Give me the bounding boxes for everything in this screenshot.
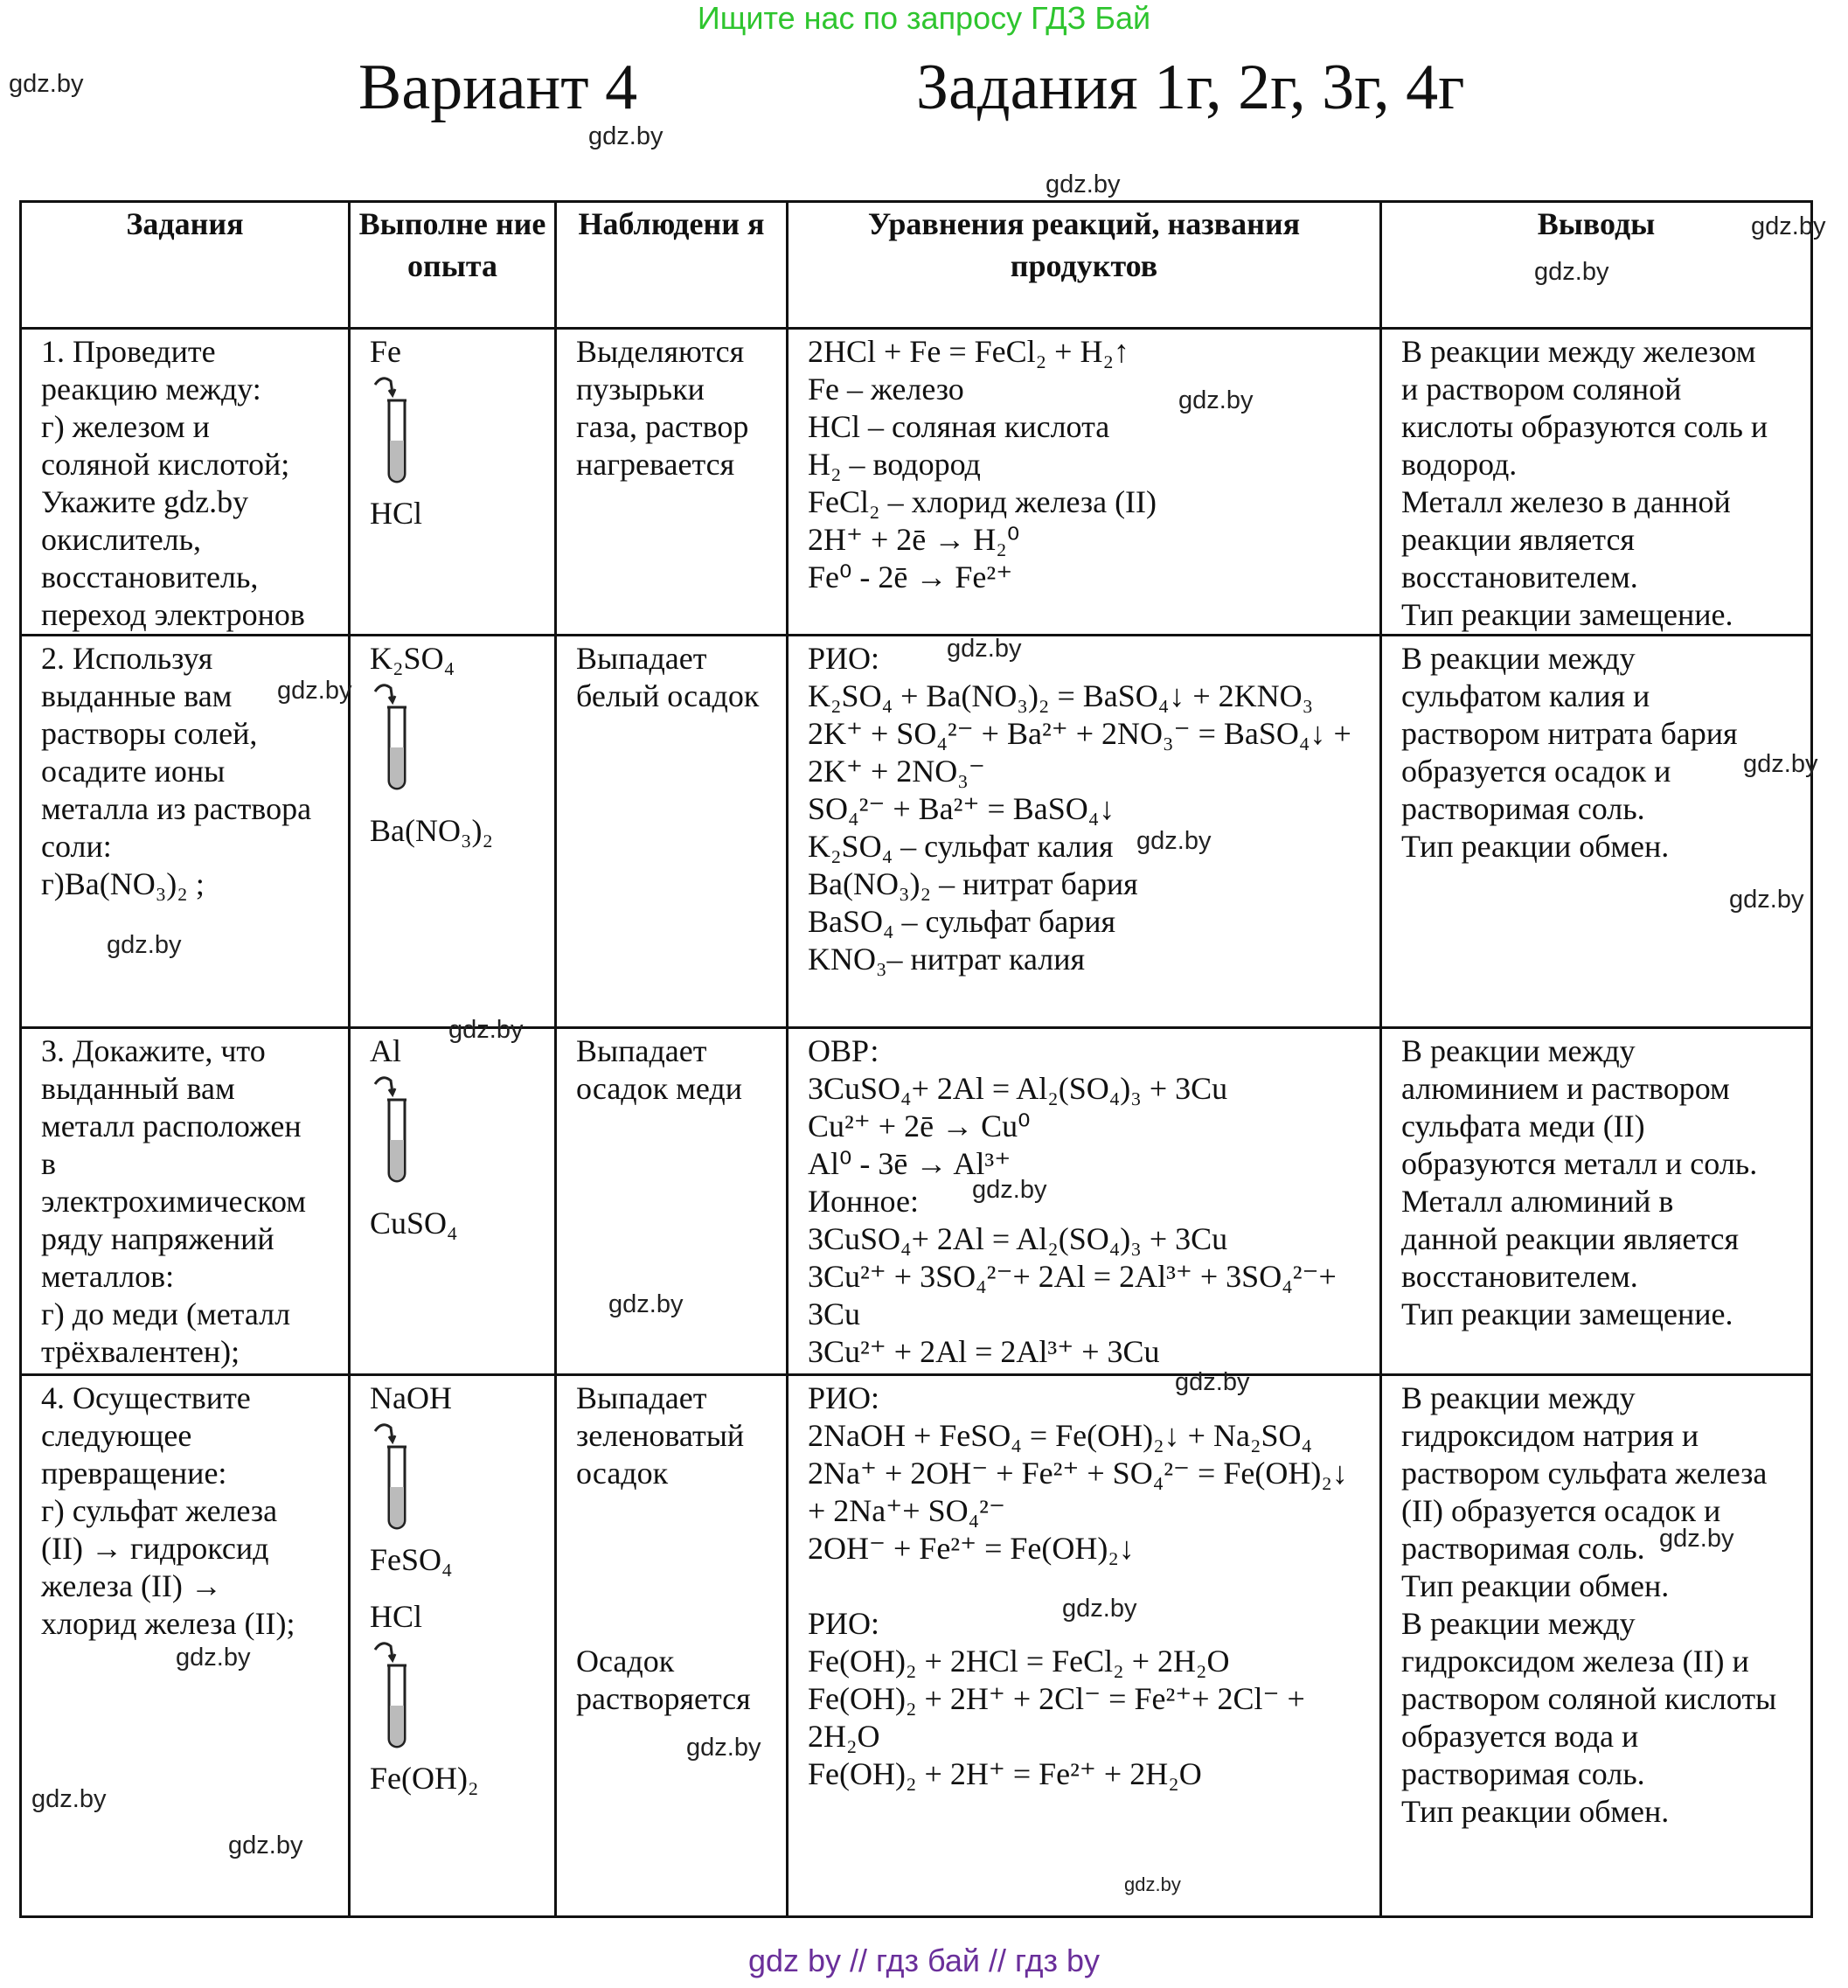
observation-cell (556, 636, 788, 1028)
observation-cell-line (576, 1605, 770, 1643)
watermark-text: gdz.by (686, 1734, 761, 1762)
test-tube-icon (370, 1421, 412, 1534)
watermark-text: gdz.by (1062, 1595, 1137, 1623)
variant-title: Вариант 4 (358, 52, 638, 123)
task-cell-line: 4. Осуществите (41, 1380, 251, 1415)
task-cell-line: г) железом и (41, 409, 210, 444)
task-cell-line: соляной кислотой; (41, 447, 290, 482)
task-cell-line: Укажите gdz.by (41, 484, 249, 519)
observation-cell-line: осадок (576, 1456, 669, 1491)
header-experiment: Выполне ние опыта (350, 202, 556, 329)
conclusion-cell-line: (II) образуется осадок и (1401, 1493, 1721, 1528)
observation-cell-line: белый осадок (576, 678, 760, 713)
watermark-text: gdz.by (1175, 1368, 1250, 1396)
task-cell-line: г) до меди (металл (41, 1296, 291, 1331)
observation-cell-line (576, 1492, 770, 1530)
header-conclusions: Выводы (1381, 202, 1812, 329)
watermark-text: gdz.by (947, 635, 1022, 663)
equations-cell-line: 2NaOH + FeSO₄ = Fe(OH)₂↓ + Na₂SO₄ (808, 1418, 1313, 1453)
test-tube-icon (370, 1639, 412, 1753)
bottom-banner: gdz by // гдз бай // гдз by (747, 1943, 1101, 1978)
equations-cell-line: KNO₃– нитрат калия (808, 942, 1086, 977)
conclusion-cell-line: растворимая соль. (1401, 1756, 1645, 1791)
task-cell-line: ряду напряжений (41, 1221, 274, 1256)
equations-cell-line: 2HCl + Fe = FeCl₂ + H₂↑ (808, 334, 1130, 369)
equations-cell-line: 2H₂O (808, 1719, 880, 1754)
equations-cell-line: 2K⁺ + 2NO₃⁻ (808, 754, 985, 789)
experiment-cell (350, 636, 556, 1028)
observation-cell-line: Выпадает (576, 1380, 707, 1415)
equations-cell-line: 3CuSO₄+ 2Al = Al₂(SO₄)₃ + 3Cu (808, 1071, 1228, 1106)
reagent-label: Fe (370, 334, 401, 369)
conclusion-cell-line: Тип реакции замещение. (1401, 597, 1733, 632)
test-tube-icon (370, 681, 412, 795)
conclusion-cell-line: восстановителем. (1401, 1259, 1638, 1294)
observation-cell (556, 1375, 788, 1917)
conclusion-cell-line: Металл алюминий в (1401, 1184, 1674, 1219)
task-cell-line: реакцию между: (41, 372, 261, 407)
conclusion-cell-line: сульфата меди (II) (1401, 1109, 1645, 1143)
task-cell-line: переход электронов (41, 597, 305, 632)
equations-cell (788, 329, 1381, 636)
lab-table (19, 200, 1813, 1918)
observation-cell-line: Осадок (576, 1644, 675, 1679)
observation-cell (556, 1028, 788, 1375)
equations-cell-line: 3Cu (808, 1296, 861, 1331)
equations-cell-line: РИО: (808, 641, 880, 676)
watermark-text: gdz.by (9, 70, 84, 98)
reagent-label: HCl (370, 496, 423, 531)
watermark-text: gdz.by (228, 1832, 303, 1859)
experiment-cell (350, 329, 556, 636)
conclusion-cell-line: данной реакции является (1401, 1221, 1740, 1256)
experiment-cell (350, 1028, 556, 1375)
task-cell-line: окислитель, (41, 522, 202, 557)
conclusion-cell-line: и раствором соляной (1401, 372, 1682, 407)
observation-cell-line: зеленоватый (576, 1418, 745, 1453)
conclusion-cell-line: образуется осадок и (1401, 754, 1671, 789)
equations-cell-line: + 2Na⁺+ SO₄²⁻ (808, 1493, 1005, 1528)
watermark-text: gdz.by (1743, 750, 1818, 778)
observation-cell (556, 329, 788, 636)
conclusion-cell-line: гидроксидом железа (II) и (1401, 1644, 1749, 1679)
equations-cell-line: 2OH⁻ + Fe²⁺ = Fe(OH)₂↓ (808, 1531, 1135, 1566)
conclusion-cell (1381, 1028, 1812, 1375)
watermark-text: gdz.by (1751, 212, 1826, 240)
task-cell-line: (II) → гидроксид (41, 1531, 269, 1566)
equations-cell (788, 1375, 1381, 1917)
task-cell-line: хлорид железа (II); (41, 1606, 295, 1641)
conclusion-cell-line: раствором соляной кислоты (1401, 1681, 1777, 1716)
watermark-text: gdz.by (972, 1176, 1047, 1204)
equations-cell-line: Ионное: (808, 1184, 919, 1219)
reagent-label: Fe(OH)₂ (370, 1761, 479, 1796)
task-cell-line: трёхвалентен); (41, 1334, 240, 1369)
observation-cell-line: растворяется (576, 1681, 751, 1716)
watermark-text: gdz.by (107, 931, 182, 959)
observation-cell-line (576, 1530, 770, 1567)
reagent-label: HCl (370, 1599, 423, 1634)
conclusion-cell-line: раствором нитрата бария (1401, 716, 1738, 751)
equations-cell-line: HCl – соляная кислота (808, 409, 1110, 444)
watermark-text: gdz.by (608, 1290, 684, 1318)
watermark-text: gdz.by (448, 1016, 524, 1044)
top-banner: Ищите нас по запросу ГДЗ Бай (697, 0, 1151, 36)
observation-cell-line: газа, раствор (576, 409, 749, 444)
watermark-text: gdz.by (1136, 827, 1212, 855)
equations-cell-line: РИО: (808, 1380, 880, 1415)
task-cell-line: 3. Докажите, что (41, 1033, 266, 1068)
equations-cell-line: 2Na⁺ + 2OH⁻ + Fe²⁺ + SO₄²⁻ = Fe(OH)₂↓ (808, 1456, 1348, 1491)
conclusion-cell-line: алюминием и раствором (1401, 1071, 1730, 1106)
conclusion-cell-line: Тип реакции обмен. (1401, 1794, 1670, 1829)
equations-cell-line: SO₄²⁻ + Ba²⁺ = BaSO₄↓ (808, 791, 1115, 826)
conclusion-cell-line: сульфатом калия и (1401, 678, 1650, 713)
test-tube-icon (370, 1074, 412, 1187)
task-cell (21, 1028, 350, 1375)
watermark-text: gdz.by (1046, 170, 1121, 198)
conclusion-cell-line: гидроксидом натрия и (1401, 1418, 1699, 1453)
observation-cell-line: Выделяются (576, 334, 745, 369)
observation-cell-line: пузырьки (576, 372, 705, 407)
equations-cell (788, 636, 1381, 1028)
task-cell-line: 1. Проведите (41, 334, 216, 369)
watermark-text: gdz.by (1729, 886, 1804, 914)
reagent-label: NaOH (370, 1380, 452, 1415)
header-observations: Наблюдени я (556, 202, 788, 329)
task-cell-line: 2. Используя (41, 641, 213, 676)
task-cell-line: металла из раствора (41, 791, 312, 826)
equations-cell-line: Fe⁰ - 2ē → Fe²⁺ (808, 560, 1013, 594)
header-equations: Уравнения реакций, названия продуктов (788, 202, 1381, 329)
table-row (21, 329, 1812, 636)
equations-cell-line: 2K⁺ + SO₄²⁻ + Ba²⁺ + 2NO₃⁻ = BaSO₄↓ + (808, 716, 1351, 751)
conclusion-cell-line: Тип реакции обмен. (1401, 1568, 1670, 1603)
task-cell-line: превращение: (41, 1456, 227, 1491)
task-cell-line: выданный вам (41, 1071, 235, 1106)
conclusion-cell-line: растворимая соль. (1401, 791, 1645, 826)
conclusion-cell-line: В реакции между (1401, 641, 1636, 676)
equations-cell-line: Cu²⁺ + 2ē → Cu⁰ (808, 1109, 1031, 1143)
observation-cell-line: осадок меди (576, 1071, 742, 1106)
conclusion-cell (1381, 1375, 1812, 1917)
tasks-title: Задания 1г, 2г, 3г, 4г (916, 52, 1465, 123)
watermark-text: gdz.by (1659, 1525, 1734, 1553)
task-cell-line: восстановитель, (41, 560, 259, 594)
equations-cell-line: РИО: (808, 1606, 880, 1641)
equations-cell-line: BaSO₄ – сульфат бария (808, 904, 1116, 939)
conclusion-cell-line: образуются металл и соль. (1401, 1146, 1758, 1181)
conclusion-cell-line: В реакции между железом (1401, 334, 1756, 369)
equations-cell-line: Fe(OH)₂ + 2H⁺ + 2Cl⁻ = Fe²⁺+ 2Cl⁻ + (808, 1681, 1305, 1716)
equations-cell-line: 3Cu²⁺ + 3SO₄²⁻+ 2Al = 2Al³⁺ + 3SO₄²⁻+ (808, 1259, 1337, 1294)
conclusion-cell-line: Тип реакции замещение. (1401, 1296, 1733, 1331)
task-cell-line: в (41, 1146, 56, 1181)
conclusion-cell-line: восстановителем. (1401, 560, 1638, 594)
conclusion-cell (1381, 636, 1812, 1028)
task-cell (21, 329, 350, 636)
equations-cell-line: FeCl₂ – хлорид железа (II) (808, 484, 1157, 519)
conclusion-cell-line: Металл железо в данной (1401, 484, 1731, 519)
conclusion-cell-line: образуется вода и (1401, 1719, 1639, 1754)
conclusion-cell-line: реакции является (1401, 522, 1635, 557)
equations-cell-line: K₂SO₄ + Ba(NO₃)₂ = BaSO₄↓ + 2KNO₃ (808, 678, 1314, 713)
test-tube-icon (370, 374, 412, 488)
conclusion-cell-line: раствором сульфата железа (1401, 1456, 1768, 1491)
watermark-text: gdz.by (1534, 258, 1609, 286)
equations-cell-line: Fe – железо (808, 372, 964, 407)
task-cell-line: выданные вам (41, 678, 233, 713)
reagent-label: Ba(NO₃)₂ (370, 813, 494, 848)
task-cell-line: соли: (41, 829, 112, 864)
observation-cell-line: Выпадает (576, 1033, 707, 1068)
task-cell-line: г)Ba(NO₃)₂ ; (41, 866, 205, 901)
equations-cell-line: Fe(OH)₂ + 2H⁺ = Fe²⁺ + 2H₂O (808, 1756, 1202, 1791)
conclusion-cell-line: В реакции между (1401, 1380, 1636, 1415)
watermark-text: gdz.by (176, 1644, 251, 1672)
watermark-text: gdz.by (1178, 386, 1254, 414)
equations-cell-line: 3CuSO₄+ 2Al = Al₂(SO₄)₃ + 3Cu (808, 1221, 1228, 1256)
table-row (21, 1028, 1812, 1375)
equations-cell-line: 2H⁺ + 2ē → H₂⁰ (808, 522, 1020, 557)
watermark-text: gdz.by (277, 677, 352, 705)
equations-cell-line: Fe(OH)₂ + 2HCl = FeCl₂ + 2H₂O (808, 1644, 1230, 1679)
equations-cell-line: ОВР: (808, 1033, 879, 1068)
equations-cell-line: K₂SO₄ – сульфат калия (808, 829, 1114, 864)
equations-cell (788, 1028, 1381, 1375)
conclusion-cell-line: В реакции между (1401, 1606, 1636, 1641)
task-cell-line: осадите ионы (41, 754, 226, 789)
task-cell-line: электрохимическом (41, 1184, 307, 1219)
observation-cell-line (576, 1567, 770, 1605)
watermark-text: gdz.by (588, 122, 663, 150)
watermark-text: gdz.by (31, 1785, 107, 1813)
conclusion-cell-line: водород. (1401, 447, 1518, 482)
conclusion-cell-line: кислоты образуются соль и (1401, 409, 1768, 444)
reagent-label: Al (370, 1033, 401, 1068)
reagent-label: K₂SO₄ (370, 641, 455, 676)
experiment-cell (350, 1375, 556, 1917)
watermark-text: gdz.by (1124, 1873, 1181, 1895)
conclusion-cell-line: растворимая соль. (1401, 1531, 1645, 1566)
conclusion-cell-line: В реакции между (1401, 1033, 1636, 1068)
equations-cell-line: 3Cu²⁺ + 2Al = 2Al³⁺ + 3Cu (808, 1334, 1160, 1369)
reagent-label: FeSO₄ (370, 1542, 453, 1577)
task-cell-line: металлов: (41, 1259, 175, 1294)
task-cell-line: следующее (41, 1418, 192, 1453)
equations-cell-line: Al⁰ - 3ē → Al³⁺ (808, 1146, 1011, 1181)
conclusion-cell (1381, 329, 1812, 636)
conclusion-cell-line: Тип реакции обмен. (1401, 829, 1670, 864)
reagent-label: CuSO₄ (370, 1206, 458, 1241)
observation-cell-line: Выпадает (576, 641, 707, 676)
observation-cell-line: нагревается (576, 447, 735, 482)
equations-cell-line: H₂ – водород (808, 447, 981, 482)
task-cell-line: железа (II) → (41, 1568, 222, 1603)
equations-cell-line: Ba(NO₃)₂ – нитрат бария (808, 866, 1138, 901)
task-cell-line: растворы солей, (41, 716, 258, 751)
header-tasks: Задания (21, 202, 350, 329)
task-cell-line: г) сульфат железа (41, 1493, 278, 1528)
task-cell-line: металл расположен (41, 1109, 302, 1143)
